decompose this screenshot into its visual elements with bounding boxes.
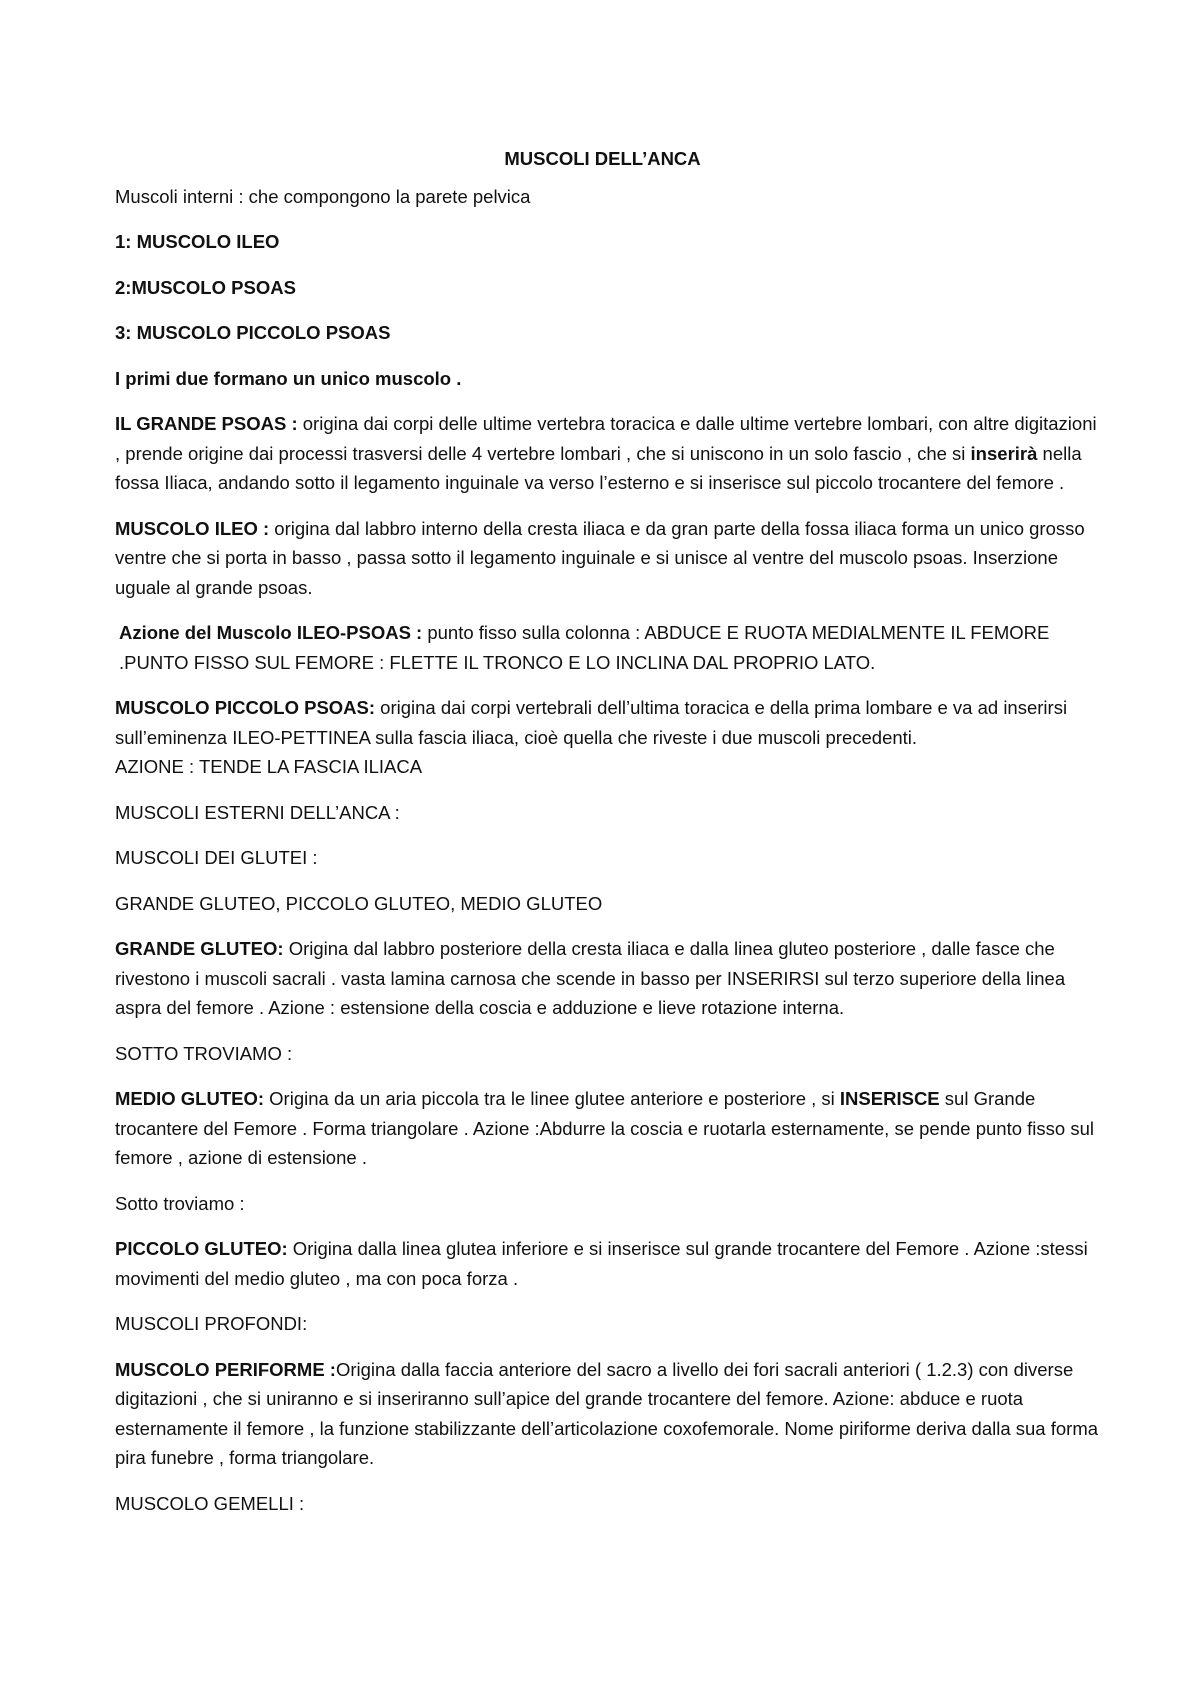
muscolo-ileo-term: MUSCOLO ILEO : <box>115 517 270 539</box>
azione-ileopsoas-body: punto fisso sulla colonna : ABDUCE E RUOTA MEDIALMENTE IL FEMORE .PUNTO FISSO SUL FEMORE : FLETTE IL TRONCO E LO INCLINA DAL PROPRIO LATO. <box>119 622 1050 673</box>
sotto-troviamo-heading-1: SOTTO TROVIAMO : <box>115 1042 293 1064</box>
unified-muscle-note: I primi due formano un unico muscolo . <box>115 367 462 389</box>
medio-gluteo-body: Origina da un aria piccola tra le linee glutee anteriore e posteriore , si <box>264 1088 840 1109</box>
grande-psoas-body-2: nella fossa Iliaca, andando sotto il legamento inguinale va verso l’esterno e si inserisce sul piccolo trocantere del femore . <box>115 442 1082 493</box>
piccolo-gluteo-paragraph <box>115 1234 1100 1293</box>
periforme-body: Origina dalla faccia anteriore del sacro a livello dei fori sacrali anteriori ( 1.2.3) con diverse digitazioni , che si uniranno e si inseriranno sull’apice del grande trocantere del femore. Azione: abduce e ruota esternamente il femore , la funzione stabilizzante dell’articolazione coxofemorale. Nome piriforme deriva dalla sua forma pira funebre , forma triangolare. <box>115 1358 1099 1468</box>
glutei-list: GRANDE GLUTEO, PICCOLO GLUTEO, MEDIO GLUTEO <box>115 892 603 914</box>
medio-gluteo-bold-word: INSERISCE <box>839 1088 940 1109</box>
grande-psoas-body: origina dai corpi delle ultime vertebra toracica e dalle ultime vertebre lombari, con altre digitazioni , prende origine dai processi trasversi delle 4 vertebre lombari , che si uniscono in un solo fascio , che si <box>115 413 1097 464</box>
grande-gluteo-body: Origina dal labbro posteriore della cresta iliaca e dalla linea gluteo posteriore , dalle fasce che rivestono i muscoli sacrali . vasta lamina carnosa che scende in basso per INSERIRSI sul terzo superiore della linea aspra del femore . Azione : estensione della coscia e adduzione e lieve rotazione interna. <box>115 938 1066 1018</box>
muscolo-ileo-paragraph <box>115 514 1100 603</box>
medio-gluteo-paragraph <box>115 1084 1100 1173</box>
periforme-paragraph <box>115 1355 1100 1473</box>
grande-gluteo-paragraph <box>115 934 1100 1023</box>
azione-ileopsoas-paragraph <box>115 618 1100 677</box>
list-item-piccolo-psoas: 3: MUSCOLO PICCOLO PSOAS <box>115 322 391 343</box>
list-item-ileo: 1: MUSCOLO ILEO <box>115 231 280 252</box>
azione-ileopsoas-term: Azione del Muscolo ILEO-PSOAS : <box>119 622 423 643</box>
muscolo-ileo-body: origina dal labbro interno della cresta iliaca e da gran parte della fossa iliaca forma un unico grosso ventre che si porta in basso , passa sotto il legamento inguinale e si unisce al ventre del muscolo psoas. Inserzione uguale al grande psoas. <box>115 517 1085 598</box>
grande-psoas-bold-word: inserirà <box>970 442 1038 464</box>
page-title: MUSCOLI DELL’ANCA <box>504 148 701 169</box>
list-item-psoas: 2:MUSCOLO PSOAS <box>115 276 296 298</box>
grande-psoas-term: IL GRANDE PSOAS : <box>115 413 298 434</box>
piccolo-gluteo-body: Origina dalla linea glutea inferiore e si inserisce sul grande trocantere del Femore . Azione :stessi movimenti del medio gluteo , ma con poca forza . <box>115 1238 1088 1289</box>
piccolo-psoas-paragraph <box>115 693 1100 752</box>
gemelli-heading: MUSCOLO GEMELLI : <box>115 1492 305 1514</box>
periforme-term: MUSCOLO PERIFORME : <box>115 1358 336 1380</box>
piccolo-psoas-body: origina dai corpi vertebrali dell’ultima toracica e della prima lombare e va ad inserirsi sull’eminenza ILEO-PETTINEA sulla fascia iliaca, cioè quella che riveste i due muscoli precedenti. <box>115 697 1068 748</box>
medio-gluteo-body-2: sul Grande trocantere del Femore . Forma triangolare . Azione :Abdurre la coscia e ruotarla esternamente, se pende punto fisso sul femore , azione di estensione . <box>115 1088 1094 1168</box>
intro-text: Muscoli interni : che compongono la parete pelvica <box>115 185 531 207</box>
piccolo-psoas-azione: AZIONE : TENDE LA FASCIA ILIACA <box>115 756 423 777</box>
medio-gluteo-term: MEDIO GLUTEO: <box>115 1088 265 1109</box>
glutei-heading: MUSCOLI DEI GLUTEI : <box>115 847 318 868</box>
grande-gluteo-term: GRANDE GLUTEO: <box>115 938 284 959</box>
sotto-troviamo-heading-2: Sotto troviamo : <box>115 1192 245 1214</box>
grande-psoas-paragraph <box>115 409 1100 498</box>
piccolo-psoas-term: MUSCOLO PICCOLO PSOAS: <box>115 697 376 718</box>
profondi-heading: MUSCOLI PROFONDI: <box>115 1313 308 1334</box>
piccolo-gluteo-term: PICCOLO GLUTEO: <box>115 1238 288 1259</box>
esterni-heading: MUSCOLI ESTERNI DELL’ANCA : <box>115 801 400 823</box>
